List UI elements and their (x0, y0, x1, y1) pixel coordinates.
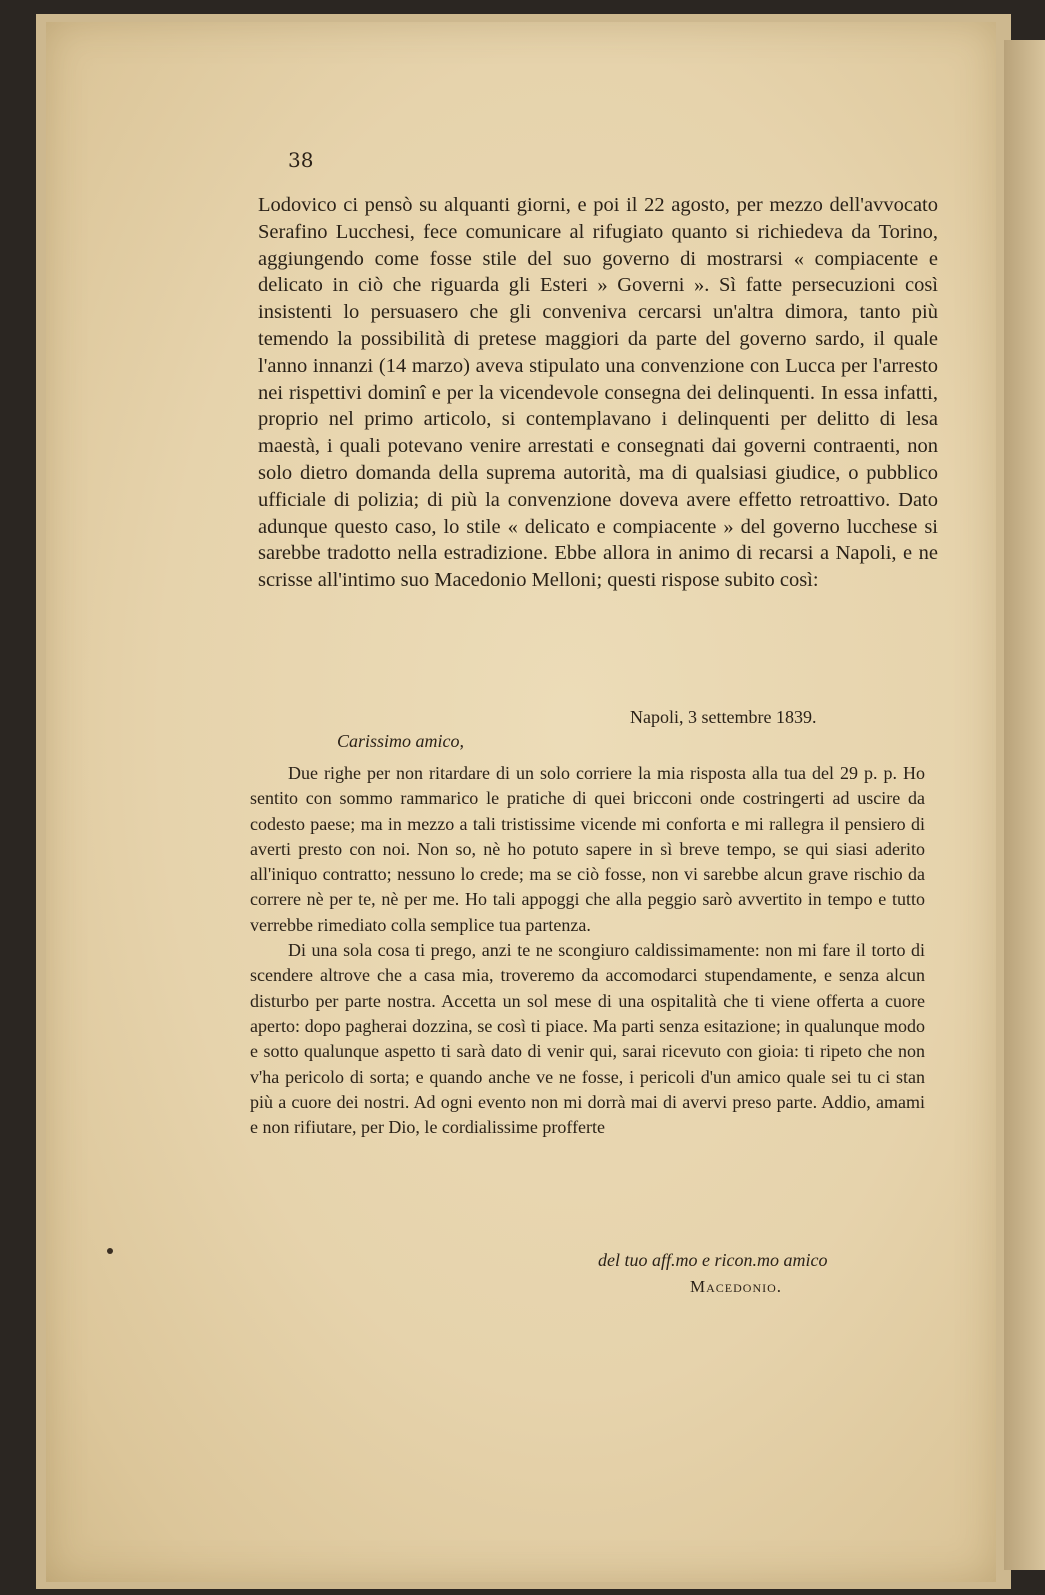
letter-salutation: Carissimo amico, (337, 731, 465, 751)
adjacent-page-edge (1004, 40, 1045, 1570)
letter-paragraph: Due righe per non ritardare di un solo corriere la mia risposta alla tua del 29 p. p. Ho sentito con sommo rammarico le pratiche di quei bricconi onde costringerti ad uscire da codesto paese; ma in mezzo a tali tristissime vicende mi conforta e mi rallegra il pensiero di averti presto con noi. Non so, nè ho potuto sapere in sì breve tempo, se qui siasi aderito all'iniquo contratto; nessuno lo crede; ma se ciò fosse, non vi sarebbe alcun grave rischio da correre nè per te, nè per me. Ho tali appoggi che alla peggio sarò avvertito in tempo e tutto verrebbe rimediato colla semplice tua partenza. (250, 763, 925, 935)
main-paragraph: Lodovico ci pensò su alquanti giorni, e poi il 22 agosto, per mezzo dell'avvocato Serafino Lucchesi, fece comunicare al rifugiato quanto si richiedeva da Torino, aggiungendo come fosse stile del suo governo di mostrarsi « compiacente e delicato in ciò che riguarda gli Esteri » Governi ». Sì fatte persecuzioni così insistenti lo persuasero che gli conveniva cercarsi un'altra dimora, tanto più temendo la possibilità di pretese maggiori da parte del governo sardo, il quale l'anno innanzi (14 marzo) aveva stipulato una convenzione con Lucca per l'arresto nei rispettivi dominî e per la vicendevole consegna dei delinquenti. In essa infatti, proprio nel primo articolo, si contemplavano i delinquenti per delitto di lesa maestà, i quali potevano venire arrestati e consegnati dai governi contraenti, non solo dietro domanda della suprema autorità, ma di qualsiasi giudice, o pubblico ufficiale di polizia; di più la convenzione doveva avere effetto retroattivo. Dato adunque questo caso, lo stile « delicato e compiacente » del governo lucchese si sarebbe tradotto nella estradizione. Ebbe allora in animo di recarsi a Napoli, e ne scrisse all'intimo suo Macedonio Melloni; questi rispose subito così: (258, 194, 938, 592)
ink-spot (107, 1248, 113, 1254)
page-number: 38 (288, 148, 314, 172)
letter-paragraph: Di una sola cosa ti prego, anzi te ne scongiuro caldissimamente: non mi fare il torto di scendere altrove che a casa mia, troveremo da accomodarci stupendamente, e senza alcun disturbo per parte nostra. Accetta un sol mese di una ospitalità che ti viene offerta a cuore aperto: dopo pagherai dozzina, se così ti piace. Ma parti senza esitazione; in qualunque modo e sotto qualunque aspetto ti sarà dato di venir qui, sarai ricevuto con gioia: ti ripeto che non v'ha pericolo di sorta; e quando anche ve ne fosse, i pericoli d'un amico quale sei tu ci stan più a cuore dei nostri. Ad ogni evento non mi dorrà mai di avervi preso parte. Addio, amami e non rifiutare, per Dio, le cordialissime profferte (250, 940, 925, 1138)
letter-dateline: Napoli, 3 settembre 1839. (630, 707, 817, 727)
letter-signature: Macedonio. (690, 1277, 783, 1296)
letter-closing: del tuo aff.mo e ricon.mo amico (598, 1250, 828, 1270)
letter-body (250, 761, 925, 1140)
